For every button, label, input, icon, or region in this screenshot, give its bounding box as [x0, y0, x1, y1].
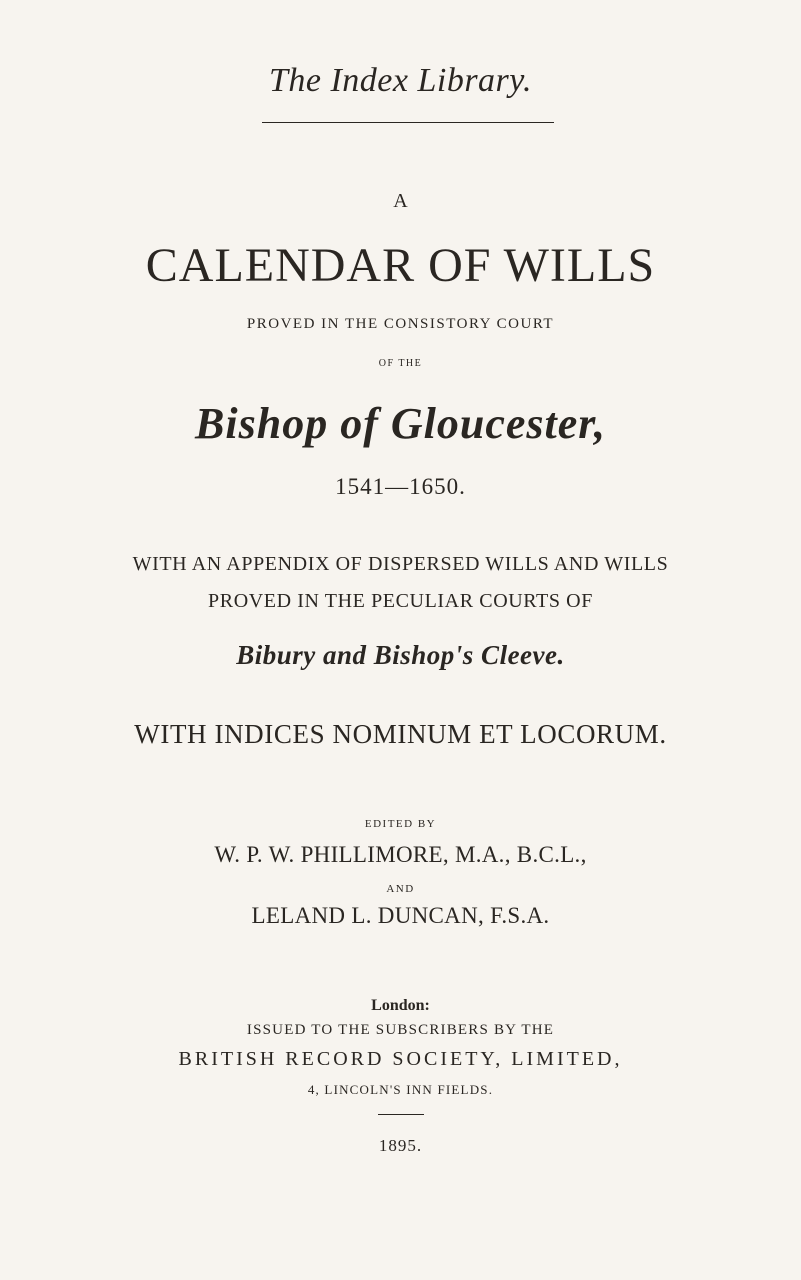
series-title-underline	[262, 122, 554, 123]
of-the-line: OF THE	[378, 358, 423, 369]
date-range: 1541—1650.	[335, 474, 466, 499]
issued-line: ISSUED TO THE SUBSCRIBERS BY THE	[246, 1022, 555, 1038]
publication-year: 1895.	[378, 1136, 423, 1155]
edited-by-label: EDITED BY	[364, 818, 437, 830]
indices-line: WITH INDICES NOMINUM ET LOCORUM.	[134, 719, 667, 749]
series-title: The Index Library.	[268, 62, 533, 99]
editor-2: LELAND L. DUNCAN, F.S.A.	[251, 903, 550, 928]
society-address: 4, LINCOLN'S INN FIELDS.	[307, 1082, 494, 1097]
main-title: CALENDAR OF WILLS	[145, 239, 656, 292]
editor-1: W. P. W. PHILLIMORE, M.A., B.C.L.,	[214, 842, 587, 867]
appendix-line-1: WITH AN APPENDIX OF DISPERSED WILLS AND WILLS	[132, 553, 669, 575]
imprint-divider	[378, 1114, 424, 1115]
society-name: BRITISH RECORD SOCIETY, LIMITED,	[178, 1048, 623, 1070]
and-label: AND	[386, 883, 415, 895]
appendix-line-2: PROVED IN THE PECULIAR COURTS OF	[208, 590, 593, 612]
diocese-title: Bishop of Gloucester,	[195, 399, 606, 448]
imprint-place: London:	[371, 997, 430, 1014]
proved-line: PROVED IN THE CONSISTORY COURT	[246, 316, 555, 332]
title-article: A	[393, 190, 408, 212]
peculiar-courts: Bibury and Bishop's Cleeve.	[236, 640, 565, 670]
